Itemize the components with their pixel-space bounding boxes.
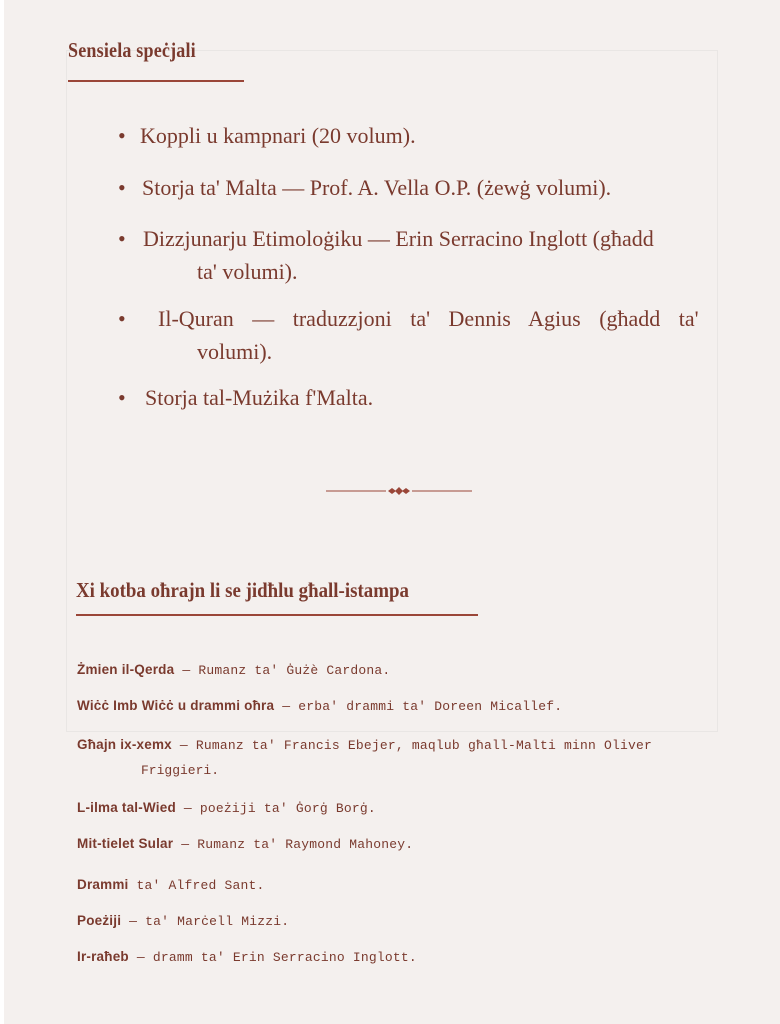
book-title: Poeżiji [77,913,122,928]
book-entry [77,908,289,935]
book-title: Żmien il-Qerda [77,662,175,677]
bullet-item [118,222,654,288]
book-title: Ir-raħeb [77,949,129,964]
bullet-text-cont: ta' volumi). [197,259,298,284]
bullet-item [118,119,416,152]
bullet-icon: • [118,226,126,251]
book-details: — Rumanz ta' Francis Ebejer, maqlub għall-Malti minn Oliver [171,738,652,753]
book-details: — ta' Marċell Mizzi. [121,914,290,929]
bullet-item [118,381,373,414]
bullet-icon: • [118,175,126,200]
bullet-icon: • [118,123,126,148]
book-details: — Rumanz ta' Ġużè Cardona. [174,663,391,678]
page-edge [0,0,4,1024]
book-title: Wiċċ Imb Wiċċ u drammi oħra [77,698,275,713]
book-details: ta' Alfred Sant. [128,878,265,893]
bullet-text: Koppli u kampnari (20 volum). [140,123,416,148]
book-title: Għajn ix-xemx [77,737,172,752]
heading-underline [76,614,478,616]
book-details-cont: Friggieri. [141,763,220,778]
book-title: L-ilma tal-Wied [77,800,176,815]
bullet-icon: • [118,306,126,331]
bullet-text: Dizzjunarju Etimoloġiku — Erin Serracino Inglott (għadd [143,226,654,251]
bullet-item [118,171,611,204]
book-title: Drammi [77,877,129,892]
diamond-divider-icon [326,484,472,498]
book-entry [77,795,376,822]
bullet-text: Storja tal-Mużika f'Malta. [145,385,374,410]
book-entry [77,872,265,899]
book-entry [77,657,390,684]
book-details: — Rumanz ta' Raymond Mahoney. [173,837,414,852]
bullet-icon: • [118,385,126,410]
bullet-text: Storja ta' Malta — Prof. A. Vella O.P. (żewġ volumi). [142,175,612,200]
book-details: — poeżiji ta' Ġorġ Borġ. [175,801,376,816]
forthcoming-heading: Xi kotba oħrajn li se jidħlu għall-istampa [76,578,409,602]
bullet-text-cont: volumi). [197,339,273,364]
heading-underline [68,80,244,82]
book-entry [77,831,413,858]
book-details: — dramm ta' Erin Serracino Inglott. [128,950,417,965]
book-details: — erba' drammi ta' Doreen Micallef. [274,699,563,714]
bullet-text: Il-Quran — traduzzjoni ta' Dennis Agius (għadd ta' [158,306,699,331]
book-entry [77,732,652,759]
special-series-heading: Sensiela speċjali [68,38,196,62]
book-title: Mit-tielet Sular [77,836,174,851]
book-entry [77,693,562,720]
book-entry [77,944,417,971]
bullet-item [118,302,699,368]
